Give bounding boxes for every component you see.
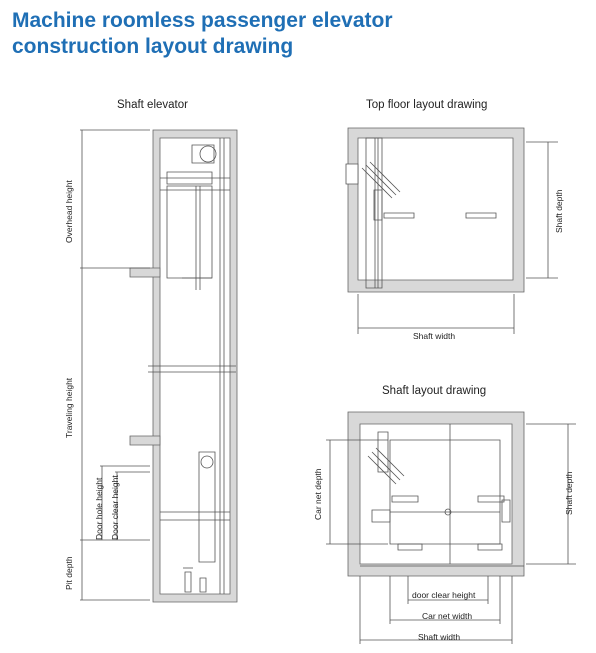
dim-door-clear-label: Door clear height [110, 475, 120, 540]
title-line-1: Machine roomless passenger elevator [12, 9, 393, 32]
dim-door-hole-label: Door hole height [94, 477, 104, 540]
layout-dim-shaft-width-label: Shaft width [418, 632, 461, 642]
dim-pit-label: Pit depth [64, 556, 74, 590]
shaft-elevator-caption: Shaft elevator [117, 99, 188, 111]
top-dim-width-label: Shaft width [413, 331, 456, 341]
top-dim-depth-label: Shaft depth [554, 189, 564, 233]
top-floor-caption: Top floor layout drawing [366, 99, 488, 111]
shaft-layout [326, 412, 576, 644]
layout-shaft-interior [360, 424, 512, 564]
control-box [346, 164, 358, 184]
top-shaft-interior [358, 138, 513, 280]
layout-dim-car-depth-label: Car net depth [313, 468, 323, 520]
title-line-2: construction layout drawing [12, 35, 294, 58]
lower-floor-slab [130, 436, 160, 445]
layout-dim-car-width-label: Car net width [422, 611, 473, 621]
dim-overhead-label: Overhead height [64, 180, 74, 243]
dim-travel-label: Traveling height [64, 377, 74, 438]
top-floor-slab [130, 268, 160, 277]
top-floor-layout [346, 128, 558, 334]
layout-dim-shaft-depth-label: Shaft depth [564, 471, 574, 515]
shaft-layout-caption: Shaft layout drawing [382, 385, 487, 397]
layout-dim-door-clear-label: door clear height [412, 590, 476, 600]
